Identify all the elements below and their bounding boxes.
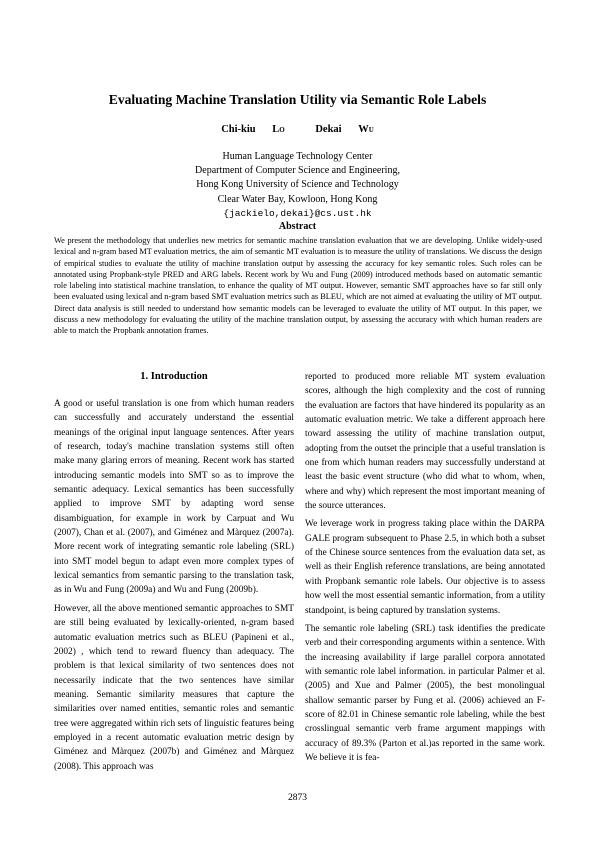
right-column (305, 370, 545, 769)
abstract-text: We present the methodology that underlies new metrics for semantic machine translation evaluation that we are developing. Unlike widely-used lexical and n-gram based MT evaluation metrics, the aim of semantic MT evaluation is to measure the utility of translations. We discuss the design of empirical studies to evaluate the utility of machine translation output by assessing the accuracy for key semantic roles. Such roles can be annotated using Propbank-style PRED and ARG labels. Recent work by Wu and Fung (2009) introduced methods based on automatic semantic role labeling into statistical machine translation, to enhance the quality of MT output. However, semantic SMT approaches have so far still only been evaluated using lexical and n-gram based SMT evaluation metrics such as BLEU, which are not aimed at evaluating the utility of MT output. Direct data analysis is still needed to understand how semantic models can be leveraged to evaluate the utility of MT output. In this paper, we discuss a new methodology for evaluating the utility of the machine translation output, by assessing the accuracy with which human readers are able to match the Propbank annotation frames. (54, 236, 542, 335)
paragraph: A good or useful translation is one from which human readers can successfully and accurately understand the essential meanings of the original input language sentences. After years of research, today's machine translation systems still often make many glaring errors of meaning. Recent work has started introducing semantic models into SMT so as to improve the semantic adequacy. Lexical semantics has been successfully applied to improve SMT by adapting word sense disambiguation, for example in work by Carpuat and Wu (2007), Chan et al. (2007), and Giménez and Màrquez (2007a). More recent work of integrating semantic role labeling (SRL) into SMT model begun to adapt even more complex types of lexical semantics from semantic parsing to the translation task, as in Wu and Fung (2009a) and Wu and Fung (2009b). (54, 399, 294, 596)
email-address: {jackielo,dekai}@cs.ust.hk (223, 207, 372, 219)
affiliation-line-3: Hong Kong University of Science and Technology (196, 179, 399, 191)
section-heading-introduction: 1. Introduction (140, 371, 208, 382)
page-number: 2873 (288, 793, 307, 803)
paragraph: reported to produced more reliable MT system evaluation scores, although the high complexity and the cost of running the evaluation are factors that have hindered its popularity as an automatic evaluation metric. We take a different approach here toward assessing the utility of machine translation output, adopting from the outset the principle that a useful translation is one from which human readers may successfully understand at least the basic event structure (who did what to whom, when, where and why) which represent the most important meaning of the source utterances. (305, 372, 545, 512)
paragraph: However, all the above mentioned semantic approaches to SMT are still being evaluated by lexically-oriented, n-gram based automatic evaluation metrics such as BLEU (Papineni et al., 2002) , which tend to reward fluency than adequacy. The problem is that lexical similarity of two sentences does not necessarily indicate that the two sentences have similar meaning. Semantic similarity measures that capture the similarities over named entities, semantic roles and semantic tree were aggregated within rich sets of linguistic features being employed in a recent automatic evaluation metric design by Giménez and Màrquez (2007b) and Giménez and Màrquez (2008). This approach was (54, 603, 294, 772)
author-list (0, 124, 595, 135)
paragraph: We leverage work in progress taking place within the DARPA GALE program subsequent to Phase 2.5, in which both a subset of the Chinese source sentences from the evaluation data set, as well as their English reference translations, are being annotated with Propbank semantic role labels. Our objective is to assess how well the most essential semantic information, from a utility standpoint, is being captured by translation systems. (305, 519, 545, 616)
author-2 (308, 124, 380, 135)
affiliation-block (0, 150, 595, 221)
author-2-first-name: Dekai (315, 124, 342, 135)
affiliation-line-2: Department of Computer Science and Engineering, (195, 165, 400, 177)
paragraph: The semantic role labeling (SRL) task identifies the predicate verb and their corresponding arguments within a sentence. With the increasing availability if large parallel corpora annotated with semantic role label information. in particular Palmer et al. (2005) and Xue and Palmer (2005), the best monolingual shallow semantic parser by Fung et al. (2006) achieved an F-score of 82.01 in Chinese semantic role labeling, while the best crosslingual semantic verb frame argument mappings with accuracy of 89.3% (Parton et al.)as reported in the same work. We believe it is fea- (305, 623, 545, 763)
author-1-first-name: Chi-kiu (221, 124, 256, 135)
author-2-last-name: Wu (358, 124, 374, 135)
left-column (54, 397, 294, 778)
author-1-last-name: Lo (272, 124, 285, 135)
affiliation-line-1: Human Language Technology Center (222, 151, 373, 162)
abstract-heading: Abstract (278, 221, 317, 232)
affiliation-line-4: Clear Water Bay, Kowloon, Hong Kong (217, 193, 378, 205)
paper-title: Evaluating Machine Translation Utility via Semantic Role Labels (108, 92, 487, 107)
author-1 (214, 124, 292, 135)
